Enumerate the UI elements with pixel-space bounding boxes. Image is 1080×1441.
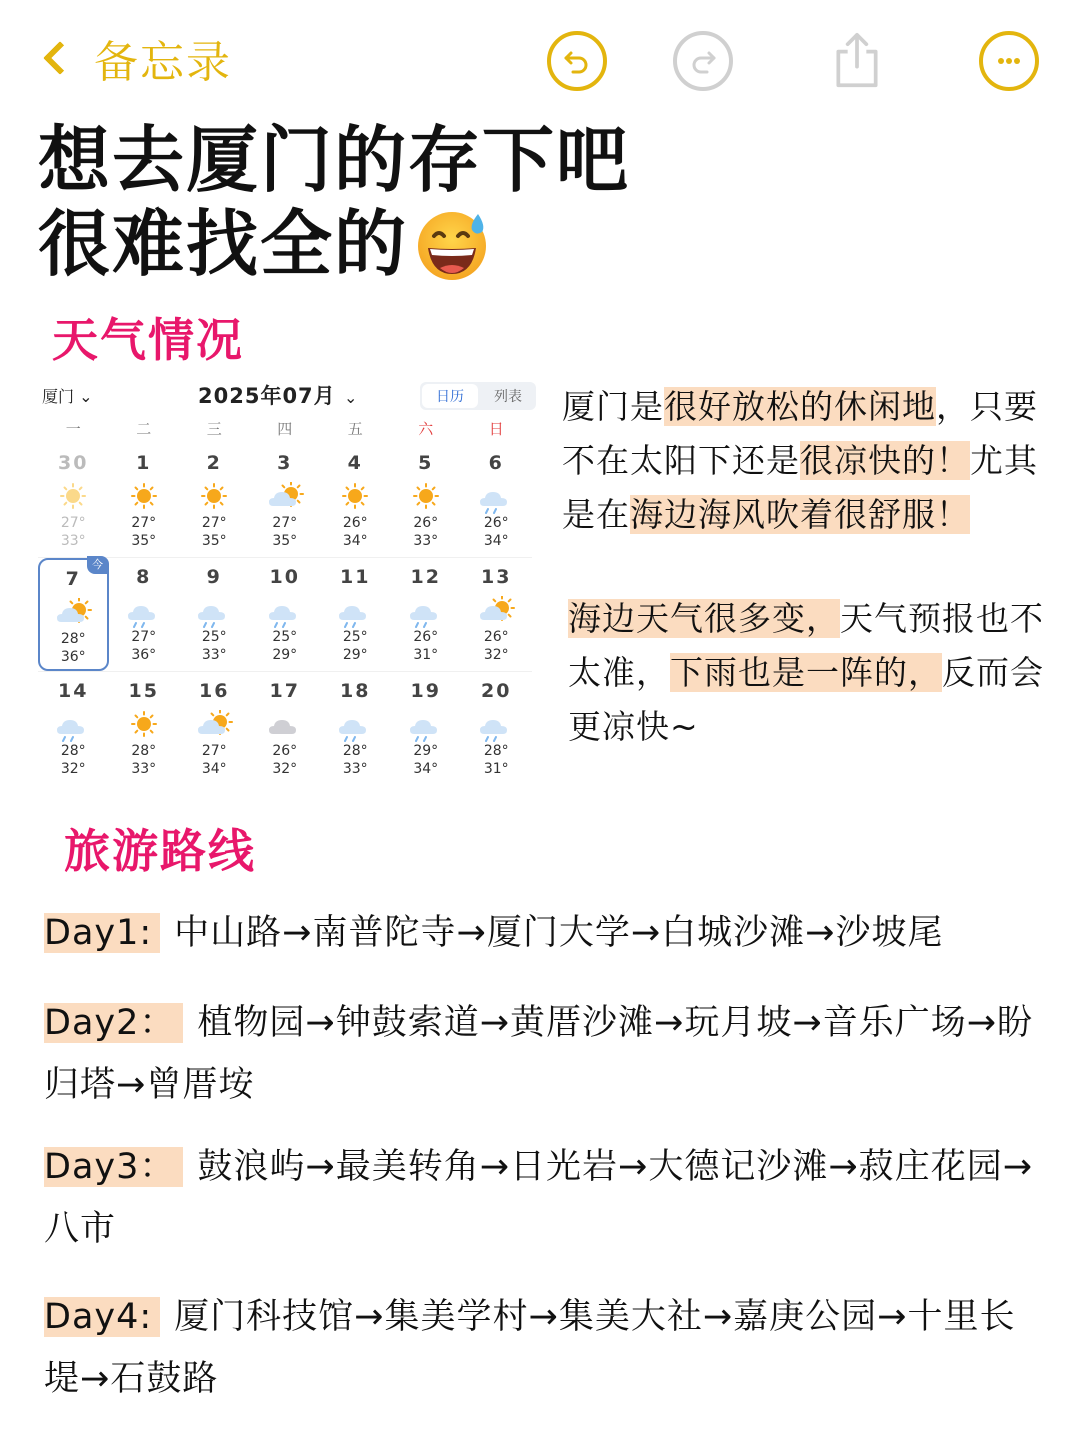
- day-number: 16: [199, 680, 230, 702]
- day-label: Day1:: [44, 913, 160, 953]
- view-toggle: [420, 382, 536, 410]
- weather-note-paragraph-1: [562, 380, 1062, 542]
- temp-high: 35°: [201, 533, 227, 549]
- day-number: 9: [206, 566, 222, 588]
- partly-cloudy-icon: [461, 596, 532, 628]
- calendar-day-today[interactable]: [38, 558, 109, 671]
- day-label: Day3：: [44, 1147, 183, 1187]
- temp-high: 34°: [483, 533, 509, 549]
- text-segment: 反而会更凉快~: [568, 653, 1044, 746]
- tab-list[interactable]: 列表: [494, 389, 522, 405]
- today-badge: 今: [87, 556, 109, 574]
- undo-icon: [547, 31, 607, 91]
- temp-low: 27°: [272, 515, 298, 531]
- day-number: 14: [58, 680, 89, 702]
- day-number: 1: [136, 452, 152, 474]
- calendar-grid: [38, 444, 538, 785]
- chevron-left-icon: [43, 41, 77, 75]
- light-rain-icon: [250, 596, 321, 628]
- temp-low: 25°: [272, 629, 298, 645]
- temp-low: 25°: [201, 629, 227, 645]
- day-number: 15: [128, 680, 159, 702]
- light-rain-icon: [461, 710, 532, 742]
- back-button[interactable]: [36, 28, 232, 88]
- route-section-heading: 旅游路线: [64, 824, 256, 878]
- calendar-day[interactable]: [461, 672, 532, 785]
- temp-high: 33°: [413, 533, 439, 549]
- temp-high: 33°: [60, 533, 86, 549]
- route-day-1: [44, 902, 1034, 964]
- temp-low: 27°: [60, 515, 86, 531]
- text-segment: 厦门是: [562, 387, 664, 426]
- back-label: 备忘录: [94, 37, 232, 88]
- temp-high: 33°: [342, 761, 368, 777]
- temp-low: 28°: [60, 743, 86, 759]
- route-day-3: [44, 1136, 1034, 1260]
- light-rain-icon: [320, 710, 391, 742]
- sunny-icon: [109, 482, 180, 514]
- day-label: Day4:: [44, 1297, 160, 1337]
- weather-section-heading: 天气情况: [52, 313, 244, 367]
- city-selector[interactable]: [42, 384, 93, 407]
- temp-low: 26°: [483, 629, 509, 645]
- text-segment: 天气预报也不太准，: [568, 599, 1044, 692]
- temp-high: 34°: [413, 761, 439, 777]
- share-icon: [829, 30, 885, 92]
- partly-cloudy-icon: [40, 598, 107, 630]
- weather-note-paragraph-2: [568, 592, 1060, 754]
- temp-low: 27°: [131, 515, 157, 531]
- chevron-down-icon: ⌄: [343, 388, 359, 407]
- calendar-day[interactable]: [461, 558, 532, 671]
- day-number: 6: [488, 452, 504, 474]
- calendar-day[interactable]: [320, 672, 391, 785]
- temp-high: 32°: [60, 761, 86, 777]
- route-text: 鼓浪屿→最美转角→日光岩→大德记沙滩→菽庄花园→八市: [44, 1147, 1034, 1249]
- light-rain-icon: [109, 596, 180, 628]
- sunny-icon: [391, 482, 462, 514]
- day-number: 2: [206, 452, 222, 474]
- redo-icon: [673, 31, 733, 91]
- day-number: 7: [65, 568, 81, 590]
- more-button[interactable]: [978, 30, 1040, 92]
- highlighted-text: 海边海风吹着很舒服！: [630, 495, 970, 534]
- temp-high: 34°: [342, 533, 368, 549]
- note-title[interactable]: [38, 118, 630, 286]
- day-number: 11: [340, 566, 371, 588]
- weekday-label: 日: [488, 420, 504, 438]
- temp-high: 35°: [131, 533, 157, 549]
- weekday-label: 四: [277, 420, 293, 438]
- title-line-2: 很难找全的: [38, 202, 409, 286]
- day-number: 3: [277, 452, 293, 474]
- temp-high: 31°: [413, 647, 439, 663]
- day-number: 10: [269, 566, 300, 588]
- route-day-4: [44, 1286, 1034, 1410]
- weekday-label: 二: [136, 420, 152, 438]
- light-rain-icon: [391, 710, 462, 742]
- calendar-day[interactable]: [391, 444, 462, 557]
- redo-button[interactable]: [672, 30, 734, 92]
- temp-low: 28°: [131, 743, 157, 759]
- calendar-day[interactable]: [320, 444, 391, 557]
- share-button[interactable]: [826, 30, 888, 92]
- city-label: 厦门: [42, 387, 75, 406]
- weekday-label: 一: [65, 420, 81, 438]
- title-line-1: 想去厦门的存下吧: [38, 118, 631, 202]
- day-number: 8: [136, 566, 152, 588]
- temp-high: 36°: [60, 649, 86, 665]
- weather-calendar: [38, 378, 538, 777]
- cloudy-icon: [250, 710, 321, 742]
- weekday-label: 五: [347, 420, 363, 438]
- temp-low: 29°: [413, 743, 439, 759]
- calendar-day[interactable]: [461, 444, 532, 557]
- light-rain-icon: [391, 596, 462, 628]
- undo-button[interactable]: [546, 30, 608, 92]
- route-text: 厦门科技馆→集美学村→集美大社→嘉庚公园→十里长堤→石鼓路: [44, 1297, 1016, 1399]
- day-number: 13: [481, 566, 512, 588]
- calendar-day[interactable]: [109, 444, 180, 557]
- weekday-label: 三: [206, 420, 222, 438]
- sunny-icon: [109, 710, 180, 742]
- light-rain-icon: [461, 482, 532, 514]
- partly-cloudy-icon: [250, 482, 321, 514]
- calendar-day[interactable]: [250, 558, 321, 671]
- calendar-day[interactable]: [320, 558, 391, 671]
- month-label: 2025年07月: [198, 384, 336, 408]
- month-selector[interactable]: [198, 380, 358, 410]
- light-rain-icon: [179, 596, 250, 628]
- sunny-icon: [320, 482, 391, 514]
- day-number: 20: [481, 680, 512, 702]
- top-bar: [0, 0, 1080, 120]
- calendar-day[interactable]: [38, 444, 109, 557]
- temp-low: 28°: [60, 631, 86, 647]
- more-icon: [979, 31, 1039, 91]
- temp-high: 31°: [483, 761, 509, 777]
- sunny-icon: [38, 482, 109, 514]
- temp-high: 36°: [131, 647, 157, 663]
- tab-calendar[interactable]: 日历: [422, 384, 478, 408]
- calendar-day[interactable]: [391, 672, 462, 785]
- day-number: 4: [347, 452, 363, 474]
- temp-high: 34°: [201, 761, 227, 777]
- temp-low: 28°: [483, 743, 509, 759]
- calendar-day[interactable]: [179, 672, 250, 785]
- temp-low: 27°: [201, 743, 227, 759]
- temp-low: 26°: [483, 515, 509, 531]
- calendar-day[interactable]: [109, 672, 180, 785]
- partly-cloudy-icon: [179, 710, 250, 742]
- day-number: 17: [269, 680, 300, 702]
- temp-high: 33°: [131, 761, 157, 777]
- temp-high: 35°: [272, 533, 298, 549]
- temp-high: 32°: [483, 647, 509, 663]
- highlighted-text: 很好放松的休闲地: [664, 387, 936, 426]
- temp-high: 32°: [272, 761, 298, 777]
- calendar-day[interactable]: [391, 558, 462, 671]
- temp-low: 26°: [342, 515, 368, 531]
- calendar-day[interactable]: [38, 672, 109, 785]
- day-number: 19: [410, 680, 441, 702]
- calendar-day[interactable]: [250, 672, 321, 785]
- sunny-icon: [179, 482, 250, 514]
- text-segment: ，只要不在太阳下还是: [562, 387, 1038, 480]
- day-number: 30: [58, 452, 89, 474]
- temp-low: 26°: [413, 629, 439, 645]
- route-text: 中山路→南普陀寺→厦门大学→白城沙滩→沙坡尾: [174, 913, 944, 953]
- temp-low: 26°: [272, 743, 298, 759]
- route-day-2: [44, 992, 1034, 1116]
- temp-low: 26°: [413, 515, 439, 531]
- temp-low: 27°: [131, 629, 157, 645]
- chevron-down-icon: ⌄: [79, 387, 93, 406]
- calendar-day[interactable]: [250, 444, 321, 557]
- calendar-day[interactable]: [109, 558, 180, 671]
- temp-low: 28°: [342, 743, 368, 759]
- route-text: 植物园→钟鼓索道→黄厝沙滩→玩月坡→音乐广场→盼归塔→曾厝垵: [44, 1003, 1034, 1105]
- temp-high: 29°: [342, 647, 368, 663]
- grinning-sweat-emoji-icon: [414, 204, 494, 284]
- calendar-day[interactable]: [179, 558, 250, 671]
- light-rain-icon: [320, 596, 391, 628]
- day-number: 5: [418, 452, 434, 474]
- calendar-day[interactable]: [179, 444, 250, 557]
- temp-high: 29°: [272, 647, 298, 663]
- temp-low: 27°: [201, 515, 227, 531]
- day-number: 12: [410, 566, 441, 588]
- light-rain-icon: [38, 710, 109, 742]
- text-segment: 尤其是在: [562, 441, 1038, 534]
- highlighted-text: 下雨也是一阵的，: [670, 653, 942, 692]
- day-number: 18: [340, 680, 371, 702]
- weekday-header: [38, 414, 538, 444]
- highlighted-text: 很凉快的！: [800, 441, 970, 480]
- highlighted-text: 海边天气很多变，: [568, 599, 840, 638]
- temp-low: 25°: [342, 629, 368, 645]
- day-label: Day2：: [44, 1003, 183, 1043]
- temp-high: 33°: [201, 647, 227, 663]
- weekday-label: 六: [418, 420, 434, 438]
